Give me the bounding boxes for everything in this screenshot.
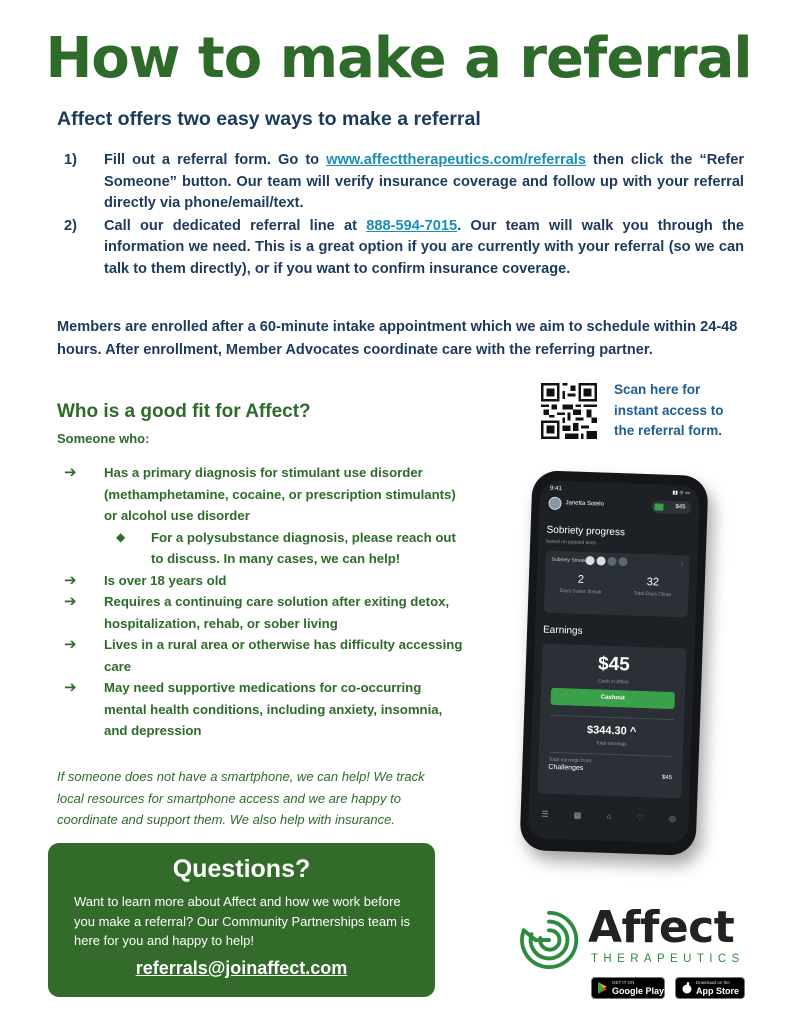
streak-label: Sobriety Streak	[551, 556, 586, 564]
days-clean-stat	[616, 575, 689, 599]
step-text-pre: Fill out a referral form. Go to	[104, 152, 327, 168]
streak-dots	[585, 556, 629, 569]
logo-subtext: THERAPEUTICS	[591, 953, 745, 965]
list-subitem	[64, 527, 464, 570]
qr-code	[541, 383, 597, 439]
phone-mockup	[519, 470, 708, 856]
step-1	[64, 150, 744, 215]
diamond-bullet-icon: ◆	[116, 529, 126, 544]
badge-store-name: App Store	[696, 986, 740, 996]
days-clean-label: Total Days Clean	[633, 590, 672, 598]
cash-amount: $45	[597, 653, 631, 676]
challenges-label: Challenges	[548, 763, 584, 772]
criteria-text: Lives in a rural area or otherwise has difficulty accessing care	[104, 637, 463, 674]
tab-heart-icon: ♡	[636, 812, 644, 822]
questions-box	[48, 843, 435, 997]
fit-intro: Someone who:	[57, 431, 150, 446]
fit-heading: Who is a good fit for Affect?	[57, 401, 311, 422]
badge-caption: Download on the	[696, 980, 730, 985]
chevron-right-icon: ›	[680, 559, 684, 569]
tab-home-icon: ⌂	[606, 811, 612, 821]
referral-phone-link[interactable]: 888-594-7015	[366, 217, 458, 234]
cash-icon	[654, 503, 663, 510]
page-subtitle: Affect offers two easy ways to make a referral	[57, 108, 481, 130]
qr-caption: Scan here for instant access to the referral form.	[614, 382, 724, 438]
total-label: Total earnings	[595, 740, 627, 748]
cash-badge	[651, 500, 691, 514]
user-name: Janetta Sotelo	[565, 500, 605, 508]
earnings-card	[537, 643, 686, 798]
enrollment-text: Members are enrolled after a 60-minute intake appointment which we aim to schedule within 24-48 hours. After enrollment, Member Advocates coordinate care with the referring partner.	[57, 319, 738, 358]
list-item	[64, 591, 464, 634]
google-play-icon	[597, 982, 609, 994]
badge-store-name: Google Play	[612, 986, 665, 996]
arrow-icon: ➔	[64, 636, 77, 653]
list-item	[64, 570, 464, 592]
criteria-text: Is over 18 years old	[104, 572, 227, 588]
arrow-icon: ➔	[64, 464, 77, 481]
tab-profile-icon: ◎	[668, 813, 677, 823]
badge-caption: GET IT ON	[612, 980, 635, 985]
criteria-list	[64, 462, 464, 742]
cashout-button: Cashout	[551, 688, 676, 709]
step-text	[104, 216, 744, 281]
arrow-icon: ➔	[64, 571, 77, 589]
questions-title: Questions?	[172, 855, 311, 883]
days-clean-value: 32	[646, 576, 660, 589]
apple-icon	[681, 982, 693, 994]
smartphone-note: If someone does not have a smartphone, we can help! We track local resources for smartphone access and we are happy to coordinate and support them. We also help with insurance.	[57, 769, 425, 827]
earnings-title: Earnings	[542, 624, 583, 637]
cash-badge-amount: $45	[675, 504, 686, 511]
divider	[550, 715, 674, 720]
check-icon	[596, 556, 605, 565]
tab-menu-icon: ☰	[541, 809, 549, 819]
arrow-icon: ➔	[64, 679, 77, 696]
criteria-text: Has a primary diagnosis for stimulant use disorder (methamphetamine, cocaine, or prescription stimulants) or alcohol use disorder	[104, 465, 456, 523]
criteria-text: Requires a continuing care solution after exiting detox, hospitalization, rehab, or sober living	[104, 594, 450, 631]
divider	[549, 752, 673, 757]
phone-tabbar	[528, 802, 689, 830]
list-item	[64, 462, 464, 527]
logo-wordmark: Affect	[588, 902, 735, 953]
step-number: 2)	[64, 217, 77, 234]
days-sober-label: Days Sober Streak	[559, 588, 602, 596]
list-item	[64, 677, 464, 742]
criteria-subtext: For a polysubstance diagnosis, please reach out to discuss. In many cases, we can help!	[151, 529, 456, 566]
days-sober-value: 2	[577, 573, 585, 586]
step-text-post: then click the “Refer Someone” button. Our team will verify insurance coverage and follow up with your referral directly via phone/email/text.	[104, 152, 745, 211]
tab-calendar-icon: ▦	[573, 810, 582, 820]
page-title: How to make a referral	[45, 26, 752, 91]
sobriety-subtitle: based on passed tests	[546, 538, 597, 547]
email-link[interactable]: referrals@joinaffect.com	[135, 958, 348, 978]
arrow-icon: ➔	[64, 593, 77, 610]
avatar	[548, 497, 561, 510]
sobriety-card	[544, 551, 690, 618]
cash-label: Cash in Affect	[597, 678, 629, 686]
step-text-post: . Our team will walk you through the information we need. This is a great option if you are currently with your referral (so we can talk to them directly), or if you want to confirm insurance coverage.	[104, 217, 744, 277]
days-sober-stat	[544, 573, 617, 597]
step-number: 1)	[64, 152, 77, 168]
step-text-pre: Call our dedicated referral line at	[104, 217, 367, 234]
sobriety-title: Sobriety progress	[546, 524, 626, 539]
empty-dot-icon	[607, 557, 616, 566]
questions-text: Want to learn more about Affect and how we work before you make a referral? Our Community Partnerships team is here for you and happy to help!	[74, 894, 410, 948]
status-icons: ▮▮ ᯤ ▭	[672, 489, 691, 497]
affect-logo-icon	[518, 909, 580, 971]
referral-steps	[64, 150, 744, 281]
app-store-badge[interactable]	[675, 977, 745, 999]
dollar-icon	[618, 557, 627, 566]
phone-screen	[528, 480, 700, 843]
google-play-badge[interactable]	[591, 977, 665, 999]
criteria-text: May need supportive medications for co-occurring mental health conditions, including anxiety, insomnia, and depression	[104, 680, 443, 738]
check-icon	[585, 556, 594, 565]
step-text	[104, 150, 744, 215]
list-item	[64, 634, 464, 677]
challenges-amount: $45	[661, 774, 673, 782]
step-2	[64, 216, 744, 281]
total-amount: $344.30 ^	[586, 724, 637, 738]
referral-website-link[interactable]: www.affecttherapeutics.com/referrals	[326, 152, 586, 168]
status-time: 9:41	[549, 485, 562, 493]
earnings-from-label: Total earnings from:	[548, 756, 593, 765]
